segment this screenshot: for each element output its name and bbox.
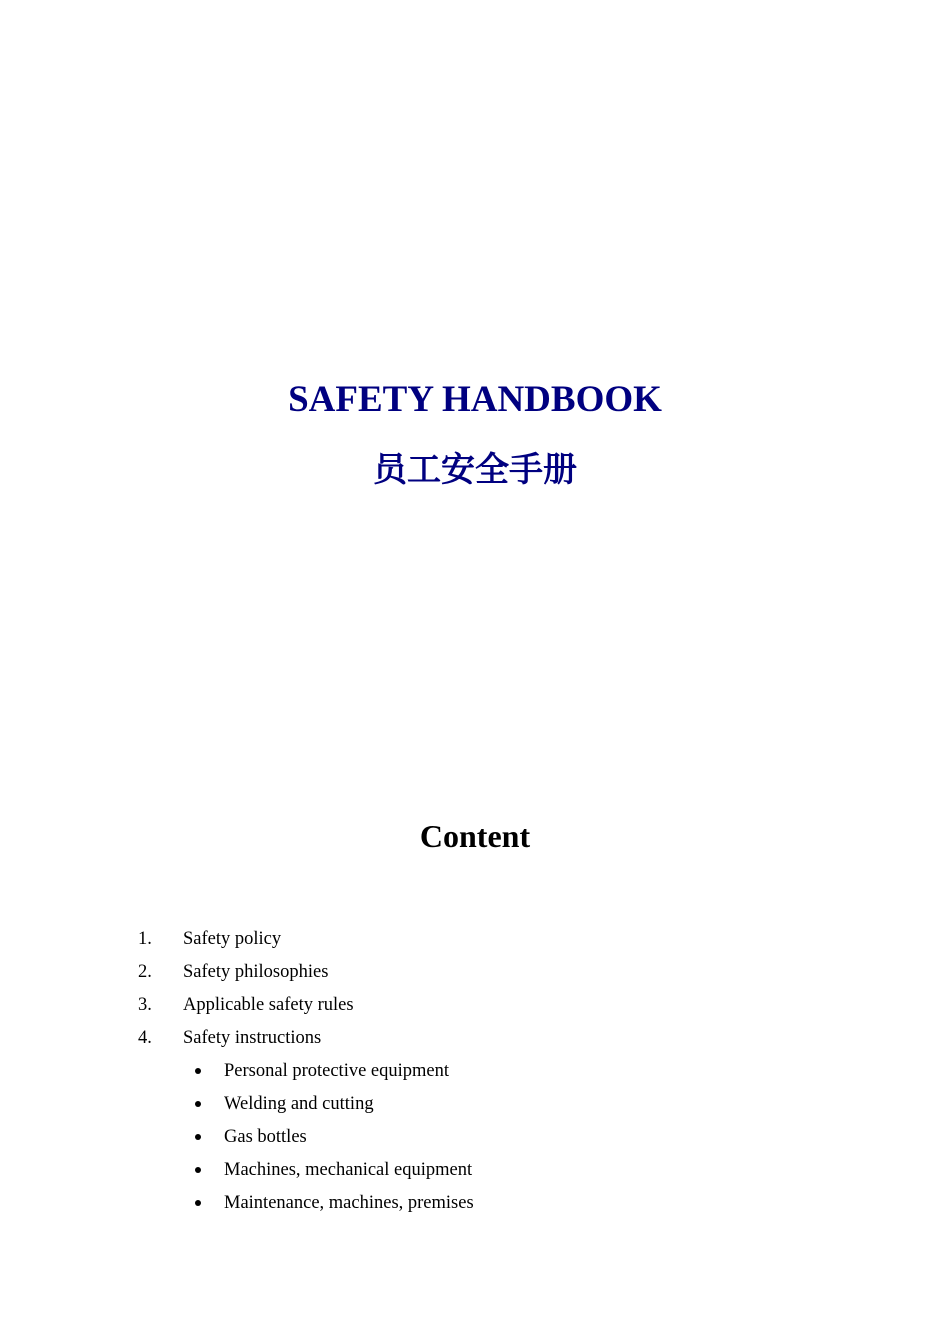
toc-subitem-label: Welding and cutting [224, 1094, 374, 1114]
toc-item [138, 991, 838, 1024]
toc-item-label: Safety philosophies [183, 962, 329, 982]
toc-item-label: Safety instructions [183, 1028, 322, 1048]
toc-item [138, 925, 838, 958]
bullet-icon [195, 1068, 201, 1074]
toc-subitem-label: Personal protective equipment [224, 1061, 450, 1081]
toc-subitem [138, 1189, 838, 1222]
toc-subitem-label: Maintenance, machines, premises [224, 1193, 474, 1213]
toc-subitem [138, 1090, 838, 1123]
bullet-icon [195, 1101, 201, 1107]
bullet-icon [195, 1167, 201, 1173]
document-title: SAFETY HANDBOOK [288, 379, 662, 420]
document-title-chinese: 员工安全手册 [373, 450, 577, 490]
toc-subitem [138, 1057, 838, 1090]
toc-subitem [138, 1156, 838, 1189]
toc-item [138, 958, 838, 991]
toc-item-number: 4. [138, 1028, 152, 1048]
bullet-icon [195, 1200, 201, 1206]
toc-item-label: Safety policy [183, 929, 282, 949]
toc-item [138, 1024, 838, 1057]
toc-item-number: 2. [138, 962, 152, 982]
bullet-icon [195, 1134, 201, 1140]
title-block [0, 378, 950, 492]
toc-subitem-label: Machines, mechanical equipment [224, 1160, 473, 1180]
toc-item-number: 1. [138, 929, 152, 949]
toc-item-label: Applicable safety rules [183, 995, 354, 1015]
toc-subitem-label: Gas bottles [224, 1127, 307, 1147]
contents-heading: Content [419, 818, 531, 854]
toc-item-number: 3. [138, 995, 152, 1015]
toc-subitem [138, 1123, 838, 1156]
table-of-contents [138, 925, 838, 1222]
